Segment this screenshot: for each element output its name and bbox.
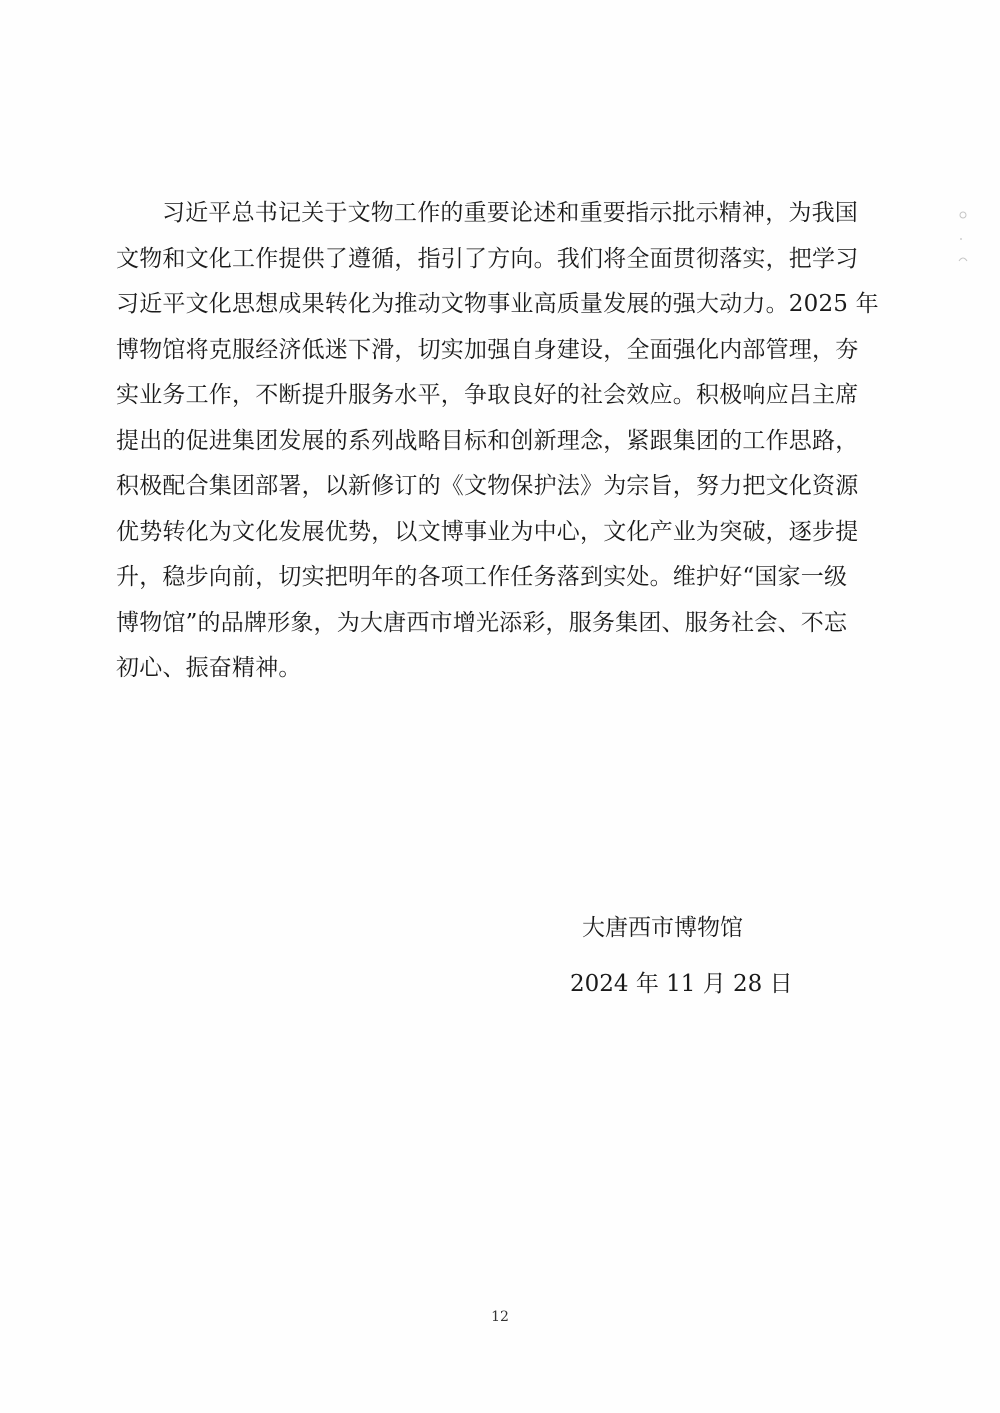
paragraph-line: 初心、振奋精神。 [116, 655, 302, 681]
paragraph-line: 博物馆”的品牌形象，为大唐西市增光添彩，服务集团、服务社会、不忘 [116, 609, 848, 636]
paragraph-line: 优势转化为文化发展优势，以文博事业为中心，文化产业为突破，逐步提 [116, 518, 859, 545]
scan-artifact [955, 205, 975, 275]
paragraph-line: 积极配合集团部署，以新修订的《文物保护法》为宗旨，努力把文化资源 [116, 473, 859, 499]
paragraph-line: 博物馆将克服经济低迷下滑，切实加强自身建设，全面强化内部管理，夯 [116, 336, 859, 363]
paragraph-line: 实业务工作，不断提升服务水平，争取良好的社会效应。积极响应吕主席 [116, 382, 859, 408]
paragraph-line: 升，稳步向前，切实把明年的各项工作任务落到实处。维护好“国家一级 [116, 564, 848, 590]
paragraph-line: 习近平总书记关于文物工作的重要论述和重要指示批示精神，为我国 [162, 200, 858, 226]
body-paragraph [116, 191, 886, 692]
page-number: 12 [491, 1309, 509, 1325]
signature-date: 2024 年 11 月 28 日 [570, 971, 793, 997]
signature-block [570, 900, 870, 1012]
paragraph-line: 提出的促进集团发展的系列战略目标和创新理念，紧跟集团的工作思路， [116, 427, 859, 454]
paragraph-line: 习近平文化思想成果转化为推动文物事业高质量发展的强大动力。2025 年 [116, 291, 879, 317]
paragraph-line: 文物和文化工作提供了遵循，指引了方向。我们将全面贯彻落实，把学习 [116, 245, 859, 272]
signature-organization: 大唐西市博物馆 [582, 915, 743, 941]
